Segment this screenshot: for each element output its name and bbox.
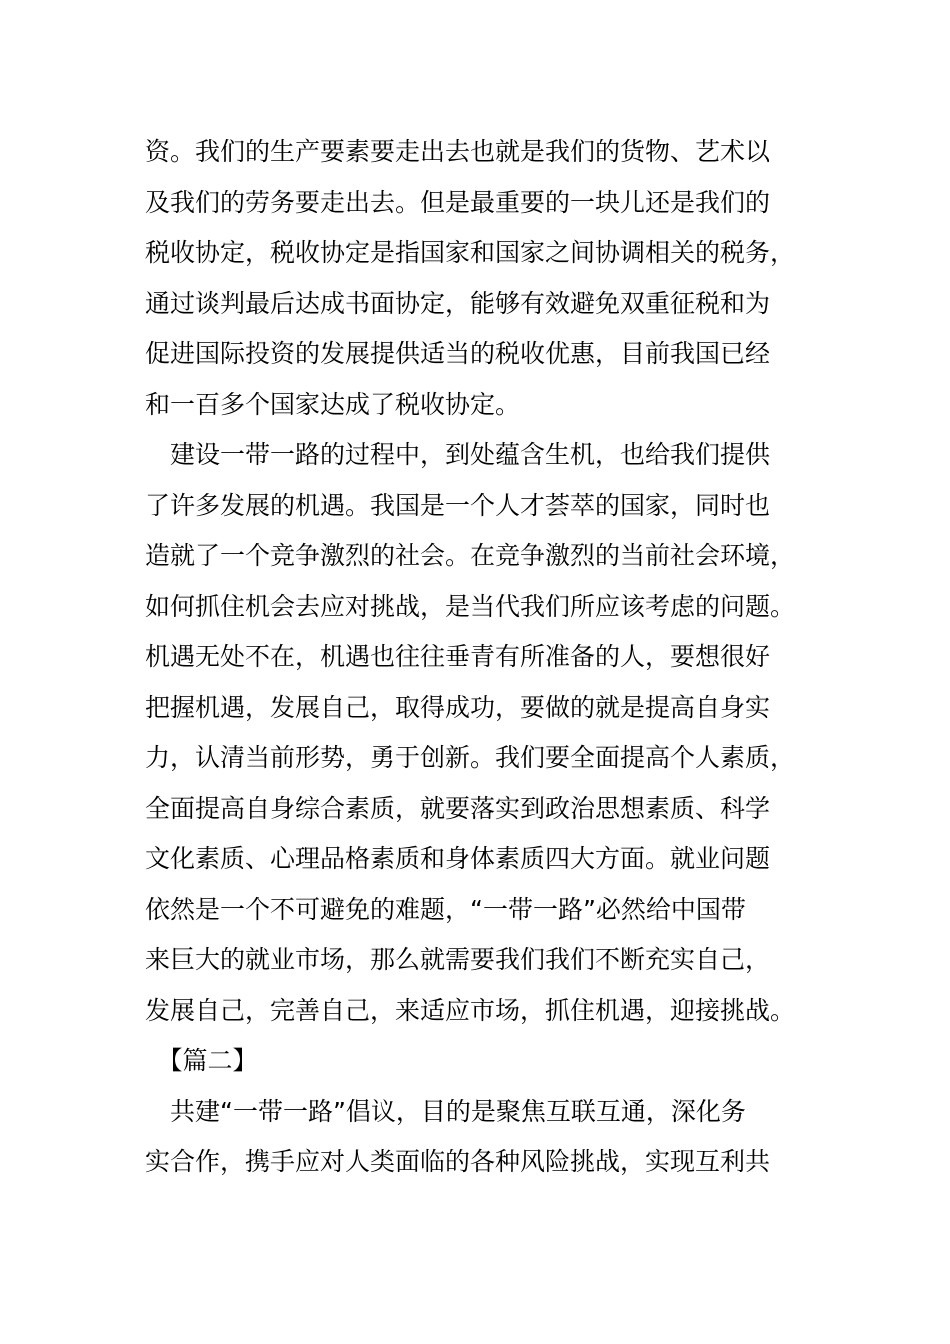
text-line: 实合作，携手应对人类面临的各种风险挑战，实现互利共 xyxy=(145,1147,771,1176)
text-line: 发展自己，完善自己，来适应市场，抓住机遇，迎接挑战。 xyxy=(145,995,796,1025)
text-line: 了许多发展的机遇。我国是一个人才荟萃的国家，同时也 xyxy=(145,490,771,520)
text-line: 造就了一个竞争激烈的社会。在竞争激烈的当前社会环境， xyxy=(145,541,796,570)
text-line: 建设一带一路的过程中，到处蕴含生机，也给我们提供 xyxy=(145,440,771,469)
text-line: 机遇无处不在，机遇也往往垂青有所准备的人，要想很好 xyxy=(145,642,771,671)
document-body xyxy=(145,127,805,1188)
text-line: 促进国际投资的发展提供适当的税收优惠，目前我国已经 xyxy=(145,339,771,368)
text-line: 和一百多个国家达成了税收协定。 xyxy=(145,389,521,419)
text-line: 通过谈判最后达成书面协定，能够有效避免双重征税和为 xyxy=(145,288,771,318)
text-line: 力，认清当前形势，勇于创新。我们要全面提高个人素质， xyxy=(145,743,796,772)
section-heading-text: 【篇二】 xyxy=(145,1046,258,1075)
text-line: 全面提高自身综合素质，就要落实到政治思想素质、科学 xyxy=(145,793,771,823)
text-line: 税收协定，税收协定是指国家和国家之间协调相关的税务， xyxy=(145,238,796,267)
text-line: 依然是一个不可避免的难题，“一带一路”必然给中国带 xyxy=(145,894,746,924)
text-line: 文化素质、心理品格素质和身体素质四大方面。就业问题 xyxy=(145,844,771,873)
text-line: 把握机遇，发展自己，取得成功，要做的就是提高自身实 xyxy=(145,692,771,722)
paragraph-belt-and-road xyxy=(145,1087,805,1188)
text-line: 如何抓住机会去应对挑战，是当代我们所应该考虑的问题。 xyxy=(145,591,796,621)
paragraph-tax-agreement xyxy=(145,127,805,430)
paragraph-opportunities xyxy=(145,430,805,1036)
text-line: 共建“一带一路”倡议，目的是聚焦互联互通，深化务 xyxy=(145,1096,746,1126)
text-line: 来巨大的就业市场，那么就需要我们我们不断充实自己， xyxy=(145,945,771,974)
text-line: 资。我们的生产要素要走出去也就是我们的货物、艺术以 xyxy=(145,137,771,166)
text-line: 及我们的劳务要走出去。但是最重要的一块儿还是我们的 xyxy=(145,187,771,217)
section-heading xyxy=(145,1036,805,1087)
